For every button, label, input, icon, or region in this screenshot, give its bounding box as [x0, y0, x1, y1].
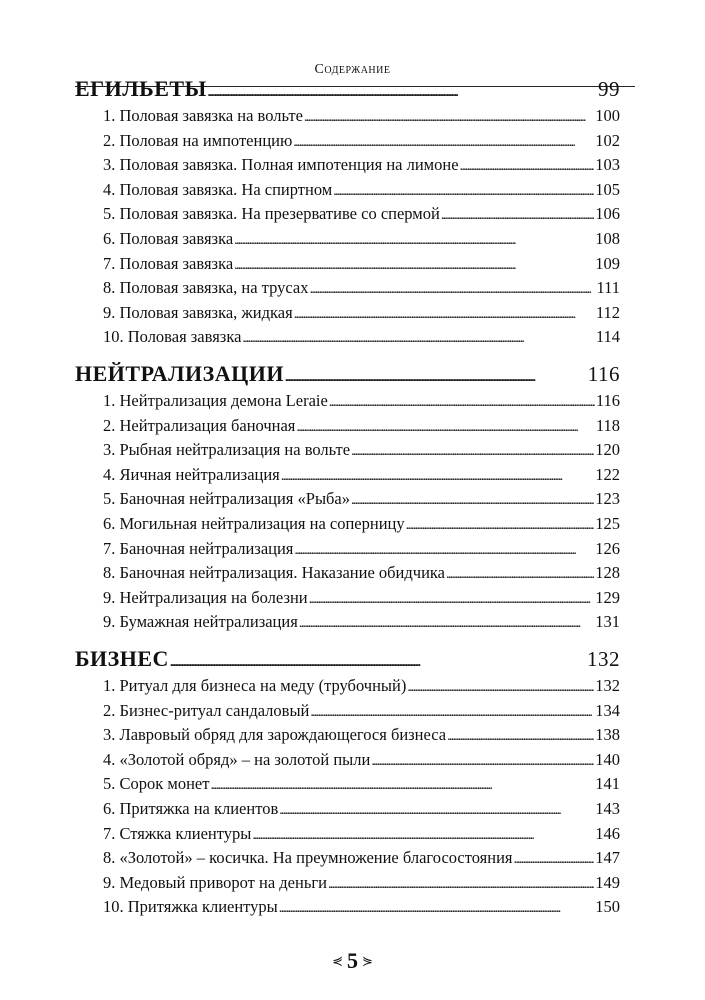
entry-page: 143 [595, 798, 620, 818]
toc-entry[interactable] [75, 489, 620, 514]
entry-page: 134 [595, 700, 620, 720]
dot-leader [371, 750, 594, 770]
entry-page: 112 [595, 302, 620, 322]
entry-title: 2. Бизнес-ритуал сандаловый [103, 700, 310, 720]
dot-leader [447, 725, 594, 745]
entry-title: 8. «Золотой» – косичка. На преумножение благосостояния [103, 848, 513, 868]
entry-title: 7. Половая завязка [103, 253, 234, 273]
toc-entry[interactable] [75, 563, 620, 588]
dot-leader [294, 539, 594, 559]
entry-title: 5. Половая завязка. На презервативе со спермой [103, 204, 440, 224]
entry-page: 150 [595, 897, 620, 917]
toc-entry[interactable] [75, 588, 620, 613]
section-page: 99 [598, 77, 620, 101]
section-title: НЕЙТРАЛИЗАЦИИ [75, 361, 284, 386]
toc-section [75, 646, 620, 922]
entry-title: 1. Половая завязка на вольте [103, 106, 303, 125]
dot-leader [460, 155, 595, 175]
dot-leader [242, 327, 594, 347]
toc-entry[interactable] [75, 612, 620, 637]
entry-title: 6. Могильная нейтрализация на соперницу [103, 513, 405, 533]
entry-title: 6. Половая завязка [103, 228, 234, 248]
entry-title: 4. «Золотой обряд» – на золотой пыли [103, 749, 371, 769]
toc-entry[interactable] [75, 391, 620, 416]
toc-entry[interactable] [75, 180, 620, 205]
entry-page: 118 [595, 415, 620, 435]
toc-entry[interactable] [75, 465, 620, 490]
section-heading[interactable] [75, 646, 620, 676]
entry-page: 131 [595, 612, 620, 632]
entry-page: 105 [595, 179, 620, 199]
toc-entry[interactable] [75, 750, 620, 775]
running-header: Содержание [314, 62, 391, 77]
entry-title: 4. Яичная нейтрализация [103, 464, 280, 484]
ornament-right-icon: ⋟ [362, 953, 373, 968]
entry-title: 2. Половая на импотенцию [103, 130, 293, 150]
entry-page: 102 [595, 130, 620, 150]
toc-entry[interactable] [75, 774, 620, 799]
toc-entry[interactable] [75, 327, 620, 352]
section-title: БИЗНЕС [75, 646, 169, 671]
entry-page: 114 [595, 327, 620, 347]
dot-leader [208, 76, 597, 102]
dot-leader [329, 391, 595, 411]
toc-entry[interactable] [75, 303, 620, 328]
toc-entry[interactable] [75, 131, 620, 156]
entry-title: 6. Притяжка на клиентов [103, 798, 279, 818]
toc-entry[interactable] [75, 824, 620, 849]
toc-entry[interactable] [75, 416, 620, 441]
toc-entry[interactable] [75, 514, 620, 539]
dot-leader [170, 646, 586, 672]
entry-page: 125 [595, 513, 620, 533]
entry-page: 116 [595, 391, 620, 410]
entry-title: 7. Стяжка клиентуры [103, 823, 252, 843]
entry-title: 10. Половая завязка [103, 327, 242, 347]
dot-leader [514, 848, 595, 868]
toc-entry[interactable] [75, 278, 620, 303]
dot-leader [299, 612, 594, 632]
toc-entry[interactable] [75, 539, 620, 564]
section-heading[interactable] [75, 76, 620, 106]
dot-leader [234, 229, 594, 249]
entry-page: 138 [595, 725, 620, 745]
toc-entry[interactable] [75, 873, 620, 898]
dot-leader [234, 254, 594, 274]
dot-leader [328, 873, 594, 893]
entry-title: 9. Половая завязка, жидкая [103, 302, 293, 322]
entry-title: 3. Половая завязка. Полная импотенция на лимоне [103, 155, 459, 175]
toc-entry[interactable] [75, 799, 620, 824]
dot-leader [296, 416, 594, 436]
dot-leader [441, 204, 594, 224]
dot-leader [279, 799, 594, 819]
entry-page: 120 [595, 440, 620, 460]
entry-title: 7. Баночная нейтрализация [103, 538, 294, 558]
entry-title: 10. Притяжка клиентуры [103, 897, 278, 917]
dot-leader [333, 180, 594, 200]
toc-entry[interactable] [75, 229, 620, 254]
dot-leader [304, 106, 594, 126]
entry-title: 1. Нейтрализация демона Leraie [103, 391, 328, 410]
entry-page: 141 [595, 774, 620, 794]
entry-page: 129 [595, 587, 620, 607]
dot-leader [281, 465, 594, 485]
entry-page: 108 [595, 228, 620, 248]
toc-section [75, 361, 620, 637]
entry-title: 1. Ритуал для бизнеса на меду (трубочный) [103, 676, 407, 695]
section-heading[interactable] [75, 361, 620, 391]
entry-page: 126 [595, 538, 620, 558]
entry-page: 106 [595, 204, 620, 224]
dot-leader [407, 676, 594, 696]
dot-leader [309, 278, 595, 298]
section-page: 116 [587, 362, 620, 386]
dot-leader [293, 131, 594, 151]
dot-leader [252, 824, 594, 844]
toc-entry[interactable] [75, 254, 620, 279]
toc-entry[interactable] [75, 106, 620, 131]
entry-title: 9. Медовый приворот на деньги [103, 872, 327, 892]
entry-title: 2. Нейтрализация баночная [103, 415, 296, 435]
entry-page: 140 [595, 749, 620, 769]
entry-title: 8. Баночная нейтрализация. Наказание обидчика [103, 563, 446, 583]
toc-entry[interactable] [75, 725, 620, 750]
entry-title: 9. Нейтрализация на болезни [103, 587, 308, 607]
entry-page: 111 [596, 278, 620, 298]
dot-leader [310, 701, 594, 721]
entry-title: 5. Баночная нейтрализация «Рыба» [103, 489, 350, 509]
entry-title: 9. Бумажная нейтрализация [103, 612, 298, 632]
entry-page: 147 [595, 848, 620, 868]
toc-entry[interactable] [75, 676, 620, 701]
toc-entry[interactable] [75, 204, 620, 229]
dot-leader [446, 563, 594, 583]
entry-page: 123 [595, 489, 620, 509]
entry-page: 103 [595, 155, 620, 175]
entry-page: 149 [595, 872, 620, 892]
entry-title: 8. Половая завязка, на трусах [103, 278, 309, 298]
page-footer [0, 948, 705, 974]
dot-leader [406, 514, 595, 534]
entry-title: 3. Рыбная нейтрализация на вольте [103, 440, 351, 460]
dot-leader [279, 897, 594, 917]
entry-page: 109 [595, 253, 620, 273]
entry-title: 5. Сорок монет [103, 774, 210, 794]
entry-page: 122 [595, 464, 620, 484]
toc-section [75, 76, 620, 352]
entry-title: 3. Лавровый обряд для зарождающегося бизнеса [103, 725, 447, 745]
toc-entry[interactable] [75, 897, 620, 922]
toc-entry[interactable] [75, 848, 620, 873]
dot-leader [309, 588, 595, 608]
dot-leader [285, 361, 587, 387]
entry-page: 128 [595, 563, 620, 583]
entry-page: 132 [595, 676, 620, 695]
entry-page: 100 [595, 106, 620, 125]
toc-entry[interactable] [75, 701, 620, 726]
toc-entry[interactable] [75, 155, 620, 180]
ornament-left-icon: ⋞ [332, 953, 343, 968]
page-number: 5 [347, 948, 358, 973]
section-page: 132 [587, 647, 620, 671]
entry-page: 146 [595, 823, 620, 843]
dot-leader [210, 774, 594, 794]
dot-leader [351, 440, 594, 460]
entry-title: 4. Половая завязка. На спиртном [103, 179, 333, 199]
dot-leader [351, 489, 594, 509]
dot-leader [294, 303, 595, 323]
section-title: ЕГИЛЬЕТЫ [75, 76, 207, 101]
toc-entry[interactable] [75, 440, 620, 465]
